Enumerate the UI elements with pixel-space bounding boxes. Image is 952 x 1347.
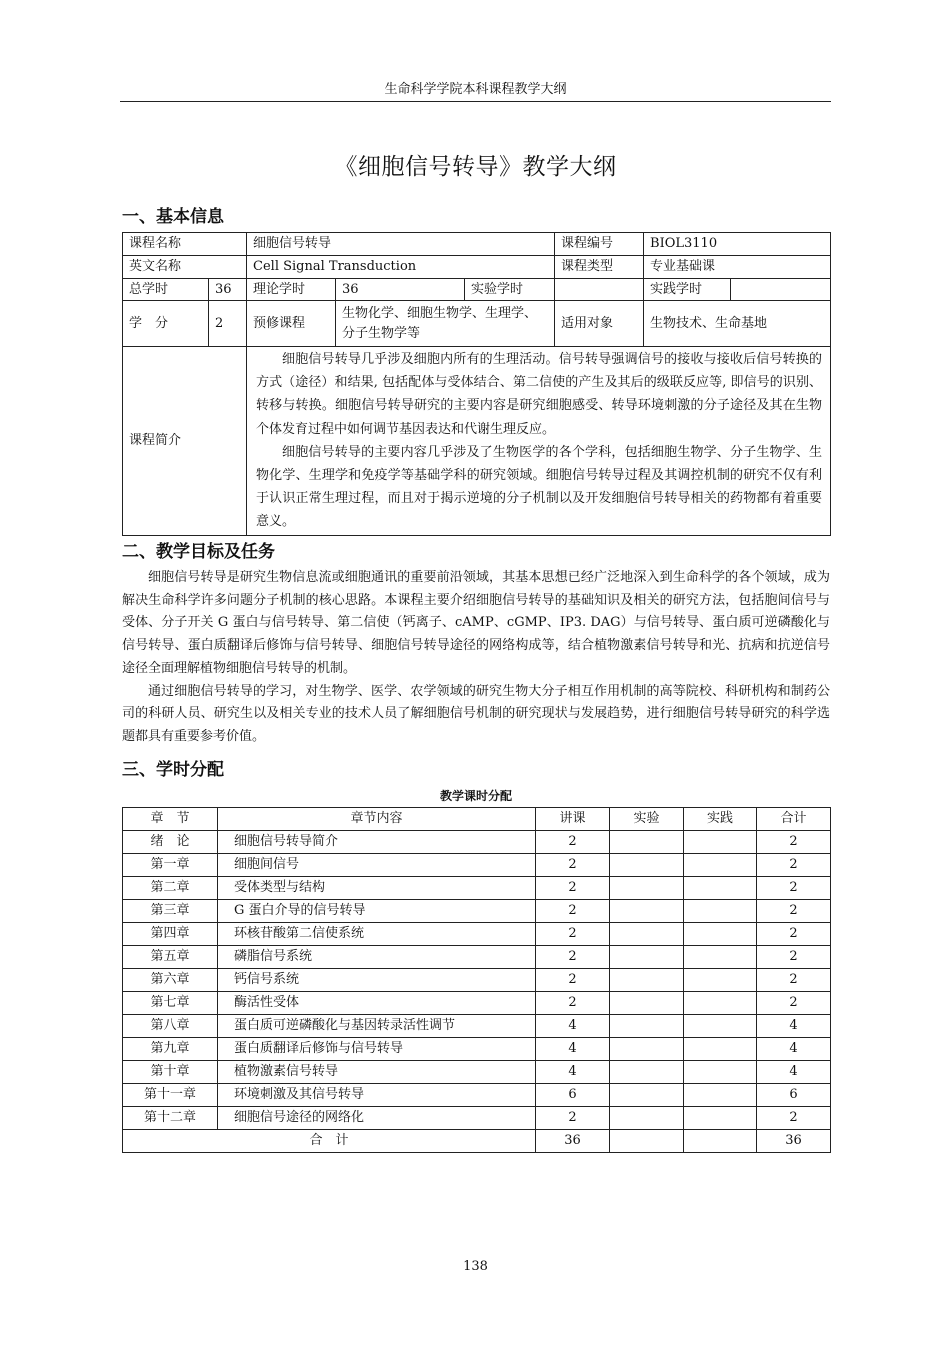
prerequisite-value: 生物化学、细胞生物学、生理学、分子生物学等 — [336, 301, 555, 347]
cell-content: 植物激素信号转导 — [218, 1061, 536, 1084]
col-header-practice: 实践 — [684, 808, 757, 831]
cell-total: 4 — [757, 1015, 831, 1038]
cell-lab — [610, 854, 684, 877]
body-paragraph: 通过细胞信号转导的学习，对生物学、医学、农学领域的研究生物大分子相互作用机制的高等院校、科研机构和制药公司的科研人员、研究生以及相关专业的技术人员了解细胞信号机制的研究现状与发展趋势，进行细胞信号转导研究的科学选题都具有重要参考价值。 — [122, 683, 830, 744]
cell-total: 6 — [757, 1084, 831, 1107]
cell-chapter: 第十一章 — [123, 1084, 218, 1107]
cell-lab — [610, 1038, 684, 1061]
cell-total: 2 — [757, 877, 831, 900]
cell-lecture: 2 — [536, 854, 610, 877]
cell-lecture: 6 — [536, 1084, 610, 1107]
cell-chapter: 第一章 — [123, 854, 218, 877]
english-name-value: Cell Signal Transduction — [247, 256, 555, 279]
cell-practice — [684, 946, 757, 969]
table-row — [123, 900, 831, 923]
page-number: 138 — [463, 1259, 488, 1274]
cell-chapter: 第七章 — [123, 992, 218, 1015]
cell-total: 2 — [757, 900, 831, 923]
cell-chapter: 绪 论 — [123, 831, 218, 854]
col-header-total: 合计 — [757, 808, 831, 831]
cell-content: 蛋白质翻译后修饰与信号转导 — [218, 1038, 536, 1061]
cell-lab — [610, 900, 684, 923]
sum-label: 合 计 — [123, 1130, 536, 1153]
cell-total: 2 — [757, 992, 831, 1015]
cell-practice — [684, 900, 757, 923]
table-caption: 教学课时分配 — [439, 789, 512, 803]
cell-chapter: 第十二章 — [123, 1107, 218, 1130]
cell-lab — [610, 992, 684, 1015]
cell-content: 细胞信号途径的网络化 — [218, 1107, 536, 1130]
cell-lab — [610, 831, 684, 854]
cell-content: 蛋白质可逆磷酸化与基因转录活性调节 — [218, 1015, 536, 1038]
section-heading-objectives: 二、教学目标及任务 — [122, 542, 275, 562]
basic-info-table — [122, 232, 831, 536]
table-row — [123, 969, 831, 992]
english-name-label: 英文名称 — [123, 256, 247, 279]
table-row — [123, 854, 831, 877]
cell-content: 钙信号系统 — [218, 969, 536, 992]
lab-hours-value — [555, 279, 644, 301]
cell-total: 2 — [757, 923, 831, 946]
credit-label: 学 分 — [123, 301, 209, 347]
course-name-value: 细胞信号转导 — [247, 233, 555, 256]
cell-lab — [610, 1084, 684, 1107]
table-row — [123, 946, 831, 969]
cell-content: 磷脂信号系统 — [218, 946, 536, 969]
table-row — [123, 923, 831, 946]
cell-content: 环境刺激及其信号转导 — [218, 1084, 536, 1107]
sum-practice — [684, 1130, 757, 1153]
cell-lecture: 2 — [536, 877, 610, 900]
intro-label: 课程简介 — [123, 347, 247, 536]
cell-content: 细胞信号转导简介 — [218, 831, 536, 854]
cell-lab — [610, 1015, 684, 1038]
cell-lecture: 2 — [536, 831, 610, 854]
hours-table — [122, 807, 831, 1153]
cell-practice — [684, 923, 757, 946]
objectives-body — [122, 567, 830, 749]
body-paragraph: 细胞信号转导是研究生物信息流或细胞通讯的重要前沿领域，其基本思想已经广泛地深入到生命科学的各个领域，成为解决生命科学许多问题分子机制的核心思路。本课程主要介绍细胞信号转导的基础知识及相关的研究方法，包括胞间信号与受体、分子开关 G 蛋白与信号转导、第二信使（钙离子、cAMP、cGMP、IP3. DAG）与信号转导、蛋白质可逆磷酸化与信号转导、蛋白质翻译后修饰与信号转导、细胞信号转导途径的网络构成等，结合植物激素信号转导和光、抗病和抗逆信号途径全面理解植物细胞信号转导的机制。 — [122, 570, 830, 676]
col-header-content: 章节内容 — [218, 808, 536, 831]
practice-hours-value — [731, 279, 831, 301]
cell-total: 2 — [757, 946, 831, 969]
credit-value: 2 — [209, 301, 247, 347]
cell-total: 2 — [757, 969, 831, 992]
cell-lecture: 2 — [536, 900, 610, 923]
table-row — [123, 831, 831, 854]
table-row — [123, 992, 831, 1015]
table-row — [123, 1015, 831, 1038]
practice-hours-label: 实践学时 — [644, 279, 731, 301]
theory-hours-value: 36 — [336, 279, 465, 301]
cell-lecture: 4 — [536, 1038, 610, 1061]
section-heading-basic-info: 一、基本信息 — [122, 207, 224, 227]
total-hours-label: 总学时 — [123, 279, 209, 301]
cell-lecture: 4 — [536, 1015, 610, 1038]
table-row — [123, 1038, 831, 1061]
cell-chapter: 第二章 — [123, 877, 218, 900]
cell-lab — [610, 1107, 684, 1130]
cell-total: 2 — [757, 1107, 831, 1130]
course-name-label: 课程名称 — [123, 233, 247, 256]
col-header-lab: 实验 — [610, 808, 684, 831]
course-type-label: 课程类型 — [555, 256, 644, 279]
cell-total: 4 — [757, 1038, 831, 1061]
prerequisite-label: 预修课程 — [247, 301, 336, 347]
cell-chapter: 第四章 — [123, 923, 218, 946]
cell-chapter: 第九章 — [123, 1038, 218, 1061]
section-heading-hours: 三、学时分配 — [122, 760, 224, 780]
cell-practice — [684, 854, 757, 877]
cell-lecture: 4 — [536, 1061, 610, 1084]
cell-chapter: 第六章 — [123, 969, 218, 992]
cell-lab — [610, 1061, 684, 1084]
cell-practice — [684, 877, 757, 900]
table-row — [123, 1107, 831, 1130]
cell-practice — [684, 1015, 757, 1038]
cell-lecture: 2 — [536, 923, 610, 946]
cell-content: 环核苷酸第二信使系统 — [218, 923, 536, 946]
cell-content: 酶活性受体 — [218, 992, 536, 1015]
intro-paragraph: 细胞信号转导几乎涉及细胞内所有的生理活动。信号转导强调信号的接收与接收后信号转换的方式（途径）和结果, 包括配体与受体结合、第二信使的产生及其后的级联反应等, 即信号的识别、转移与转换。细胞信号转导研究的主要内容是研究细胞感受、转导环境刺激的分子途径及其在生物个体发育过程中如何调节基因表达和代谢生理反应。 — [256, 352, 823, 437]
col-header-chapter: 章 节 — [123, 808, 218, 831]
sum-lab — [610, 1130, 684, 1153]
total-hours-value: 36 — [209, 279, 247, 301]
cell-lecture: 2 — [536, 969, 610, 992]
cell-chapter: 第八章 — [123, 1015, 218, 1038]
table-row — [123, 877, 831, 900]
cell-chapter: 第五章 — [123, 946, 218, 969]
cell-lab — [610, 877, 684, 900]
cell-total: 2 — [757, 831, 831, 854]
cell-practice — [684, 831, 757, 854]
theory-hours-label: 理论学时 — [247, 279, 336, 301]
cell-chapter: 第三章 — [123, 900, 218, 923]
intro-content — [247, 347, 831, 536]
intro-paragraph: 细胞信号转导的主要内容几乎涉及了生物医学的各个学科，包括细胞生物学、分子生物学、生物化学、生理学和免疫学等基础学科的研究领域。细胞信号转导过程及其调控机制的研究不仅有利于认识正常生理过程，而且对于揭示逆境的分子机制以及开发细胞信号转导相关的药物都有着重要意义。 — [256, 444, 823, 530]
cell-lab — [610, 946, 684, 969]
cell-practice — [684, 1107, 757, 1130]
cell-content: 受体类型与结构 — [218, 877, 536, 900]
cell-total: 4 — [757, 1061, 831, 1084]
course-type-value: 专业基础课 — [644, 256, 831, 279]
audience-label: 适用对象 — [555, 301, 644, 347]
table-row — [123, 1061, 831, 1084]
document-title: 《细胞信号转导》教学大纲 — [334, 154, 617, 180]
course-code-label: 课程编号 — [555, 233, 644, 256]
cell-lecture: 2 — [536, 992, 610, 1015]
cell-practice — [684, 969, 757, 992]
col-header-lecture: 讲课 — [536, 808, 610, 831]
lab-hours-label: 实验学时 — [465, 279, 555, 301]
sum-total: 36 — [757, 1130, 831, 1153]
audience-value: 生物技术、生命基地 — [644, 301, 831, 347]
cell-practice — [684, 992, 757, 1015]
cell-lecture: 2 — [536, 946, 610, 969]
sum-lecture: 36 — [536, 1130, 610, 1153]
cell-chapter: 第十章 — [123, 1061, 218, 1084]
cell-lecture: 2 — [536, 1107, 610, 1130]
page-header: 生命科学学院本科课程教学大纲 — [384, 82, 567, 97]
cell-content: G 蛋白介导的信号转导 — [218, 900, 536, 923]
cell-practice — [684, 1038, 757, 1061]
cell-practice — [684, 1061, 757, 1084]
course-code-value: BIOL3110 — [644, 233, 831, 256]
table-row — [123, 1084, 831, 1107]
cell-content: 细胞间信号 — [218, 854, 536, 877]
header-rule — [120, 101, 831, 102]
cell-lab — [610, 923, 684, 946]
cell-total: 2 — [757, 854, 831, 877]
cell-lab — [610, 969, 684, 992]
cell-practice — [684, 1084, 757, 1107]
